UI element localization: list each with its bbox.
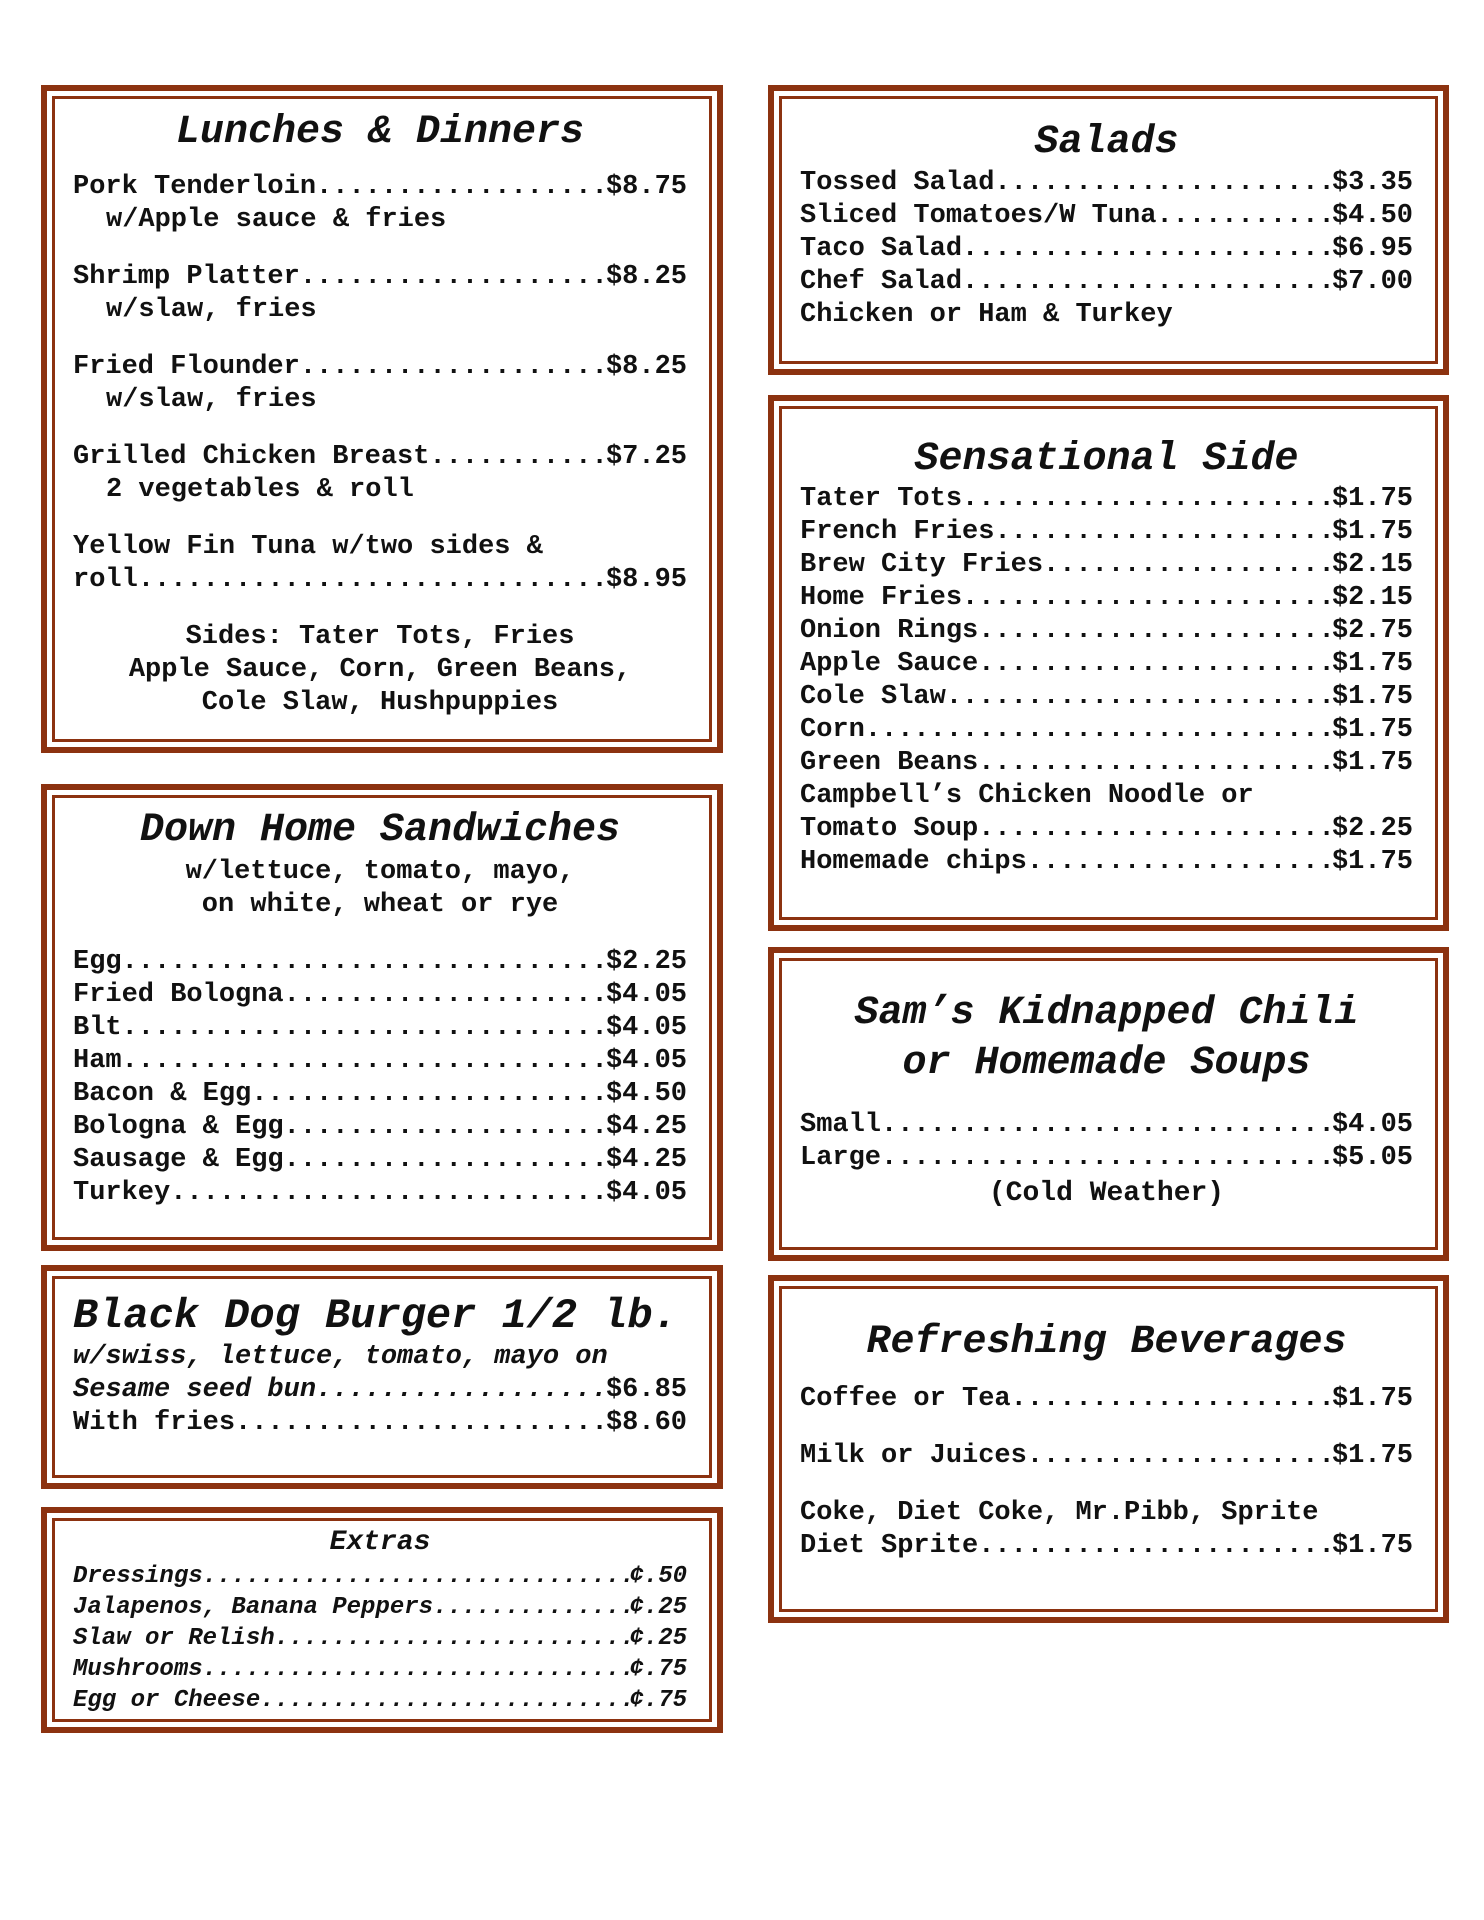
item-description: w/slaw, fries — [106, 385, 317, 415]
sensational-side-box — [779, 406, 1438, 920]
burger-description: w/swiss, lettuce, tomato, mayo on — [73, 1342, 608, 1372]
salads-box — [779, 96, 1438, 364]
sandwich-list — [73, 946, 687, 1210]
menu-item-tuna — [73, 531, 687, 597]
sensational-side-title: Sensational Side — [914, 437, 1299, 482]
extras-title: Extras — [329, 1527, 431, 1558]
list-item: Mushrooms ..... ¢.75 — [73, 1654, 687, 1685]
list-item: Chef Salad ..... $7.00 — [800, 266, 1413, 299]
sandwiches-box — [52, 795, 712, 1240]
list-item: Bologna & Egg ..... $4.25 — [73, 1111, 687, 1144]
soda-name-line: Coke, Diet Coke, Mr.Pibb, Sprite — [800, 1498, 1319, 1528]
list-item: Onion Rings ..... $2.75 — [800, 615, 1413, 648]
item-price: $8.75 — [605, 172, 687, 202]
list-item: Diet Sprite ..... $1.75 — [800, 1530, 1413, 1563]
chili-box — [779, 958, 1438, 1250]
list-item: Apple Sauce ..... $1.75 — [800, 648, 1413, 681]
item-description: w/slaw, fries — [106, 295, 317, 325]
chili-note: (Cold Weather) — [988, 1178, 1225, 1209]
sandwiches-title: Down Home Sandwiches — [139, 808, 621, 853]
item-name: Grilled Chicken Breast — [73, 442, 430, 472]
list-item: Dressings ..... ¢.50 — [73, 1561, 687, 1592]
sandwiches-subtitle: on white, wheat or rye — [201, 890, 559, 920]
list-item: Turkey ..... $4.05 — [73, 1177, 687, 1210]
list-item: Jalapenos, Banana Peppers ..... ¢.25 — [73, 1592, 687, 1623]
beverages-box — [779, 1286, 1438, 1612]
list-item: Cole Slaw ..... $1.75 — [800, 681, 1413, 714]
item-name: Pork Tenderloin — [73, 172, 317, 202]
list-item: Green Beans ..... $1.75 — [800, 747, 1413, 780]
list-item: Slaw or Relish ..... ¢.25 — [73, 1623, 687, 1654]
list-item: Corn ..... $1.75 — [800, 714, 1413, 747]
list-item: Home Fries ..... $2.15 — [800, 582, 1413, 615]
list-item: Homemade chips ..... $1.75 — [800, 846, 1413, 879]
list-item: Blt ..... $4.05 — [73, 1012, 687, 1045]
sides-note: Sides: Tater Tots, Fries Apple Sauce, Corn, Green Beans, Cole Slaw, Hushpuppies — [128, 622, 632, 718]
list-item: Tomato Soup ..... $2.25 — [800, 813, 1413, 846]
item-name: Shrimp Platter — [73, 262, 300, 292]
menu-item-pork — [73, 171, 687, 237]
list-item: Sausage & Egg ..... $4.25 — [73, 1144, 687, 1177]
list-item: Tater Tots ..... $1.75 — [800, 483, 1413, 516]
menu-item-chicken — [73, 441, 687, 507]
item-description: w/Apple sauce & fries — [106, 205, 447, 235]
list-item: Egg ..... $2.25 — [73, 946, 687, 979]
item-price: $8.25 — [605, 262, 687, 292]
menu-item-flounder — [73, 351, 687, 417]
chili-title: Sam’s Kidnapped Chili — [854, 991, 1359, 1036]
list-item: Egg or Cheese ..... ¢.75 — [73, 1685, 687, 1716]
list-item: Coffee or Tea ..... $1.75 — [800, 1383, 1413, 1416]
item-price: $7.25 — [605, 442, 687, 472]
list-item: Small ..... $4.05 — [800, 1109, 1413, 1142]
item-name-line: Yellow Fin Tuna w/two sides & — [73, 532, 543, 562]
menu-item-shrimp — [73, 261, 687, 327]
burger-title: Black Dog Burger 1/2 lb. — [73, 1292, 678, 1340]
lunches-dinners-box — [52, 96, 712, 742]
list-item: Bacon & Egg ..... $4.50 — [73, 1078, 687, 1111]
item-price: $8.25 — [605, 352, 687, 382]
salads-note: Chicken or Ham & Turkey — [800, 300, 1173, 330]
item-description: 2 vegetables & roll — [106, 475, 414, 505]
list-item: French Fries ..... $1.75 — [800, 516, 1413, 549]
list-item: Sesame seed bun ..... $6.85 — [73, 1374, 687, 1407]
list-item: Fried Bologna ..... $4.05 — [73, 979, 687, 1012]
list-item: With fries ..... $8.60 — [73, 1407, 687, 1440]
soup-name-line: Campbell’s Chicken Noodle or — [800, 781, 1254, 811]
chili-title: or Homemade Soups — [902, 1041, 1311, 1086]
salads-title: Salads — [1034, 120, 1179, 165]
sandwiches-subtitle: w/lettuce, tomato, mayo, — [185, 857, 575, 887]
list-item: Brew City Fries ..... $2.15 — [800, 549, 1413, 582]
extras-box — [52, 1518, 712, 1722]
list-item: Tossed Salad ..... $3.35 — [800, 167, 1413, 200]
burger-box — [52, 1276, 712, 1478]
list-item: Taco Salad ..... $6.95 — [800, 233, 1413, 266]
list-item: Large ..... $5.05 — [800, 1142, 1413, 1175]
list-item: Sliced Tomatoes/W Tuna ..... $4.50 — [800, 200, 1413, 233]
item-name: roll — [73, 565, 138, 595]
item-price: $8.95 — [605, 565, 687, 595]
item-name: Fried Flounder — [73, 352, 300, 382]
list-item: Ham ..... $4.05 — [73, 1045, 687, 1078]
beverages-title: Refreshing Beverages — [866, 1320, 1347, 1365]
lunches-dinners-title: Lunches & Dinners — [175, 110, 585, 155]
list-item: Milk or Juices ..... $1.75 — [800, 1440, 1413, 1473]
